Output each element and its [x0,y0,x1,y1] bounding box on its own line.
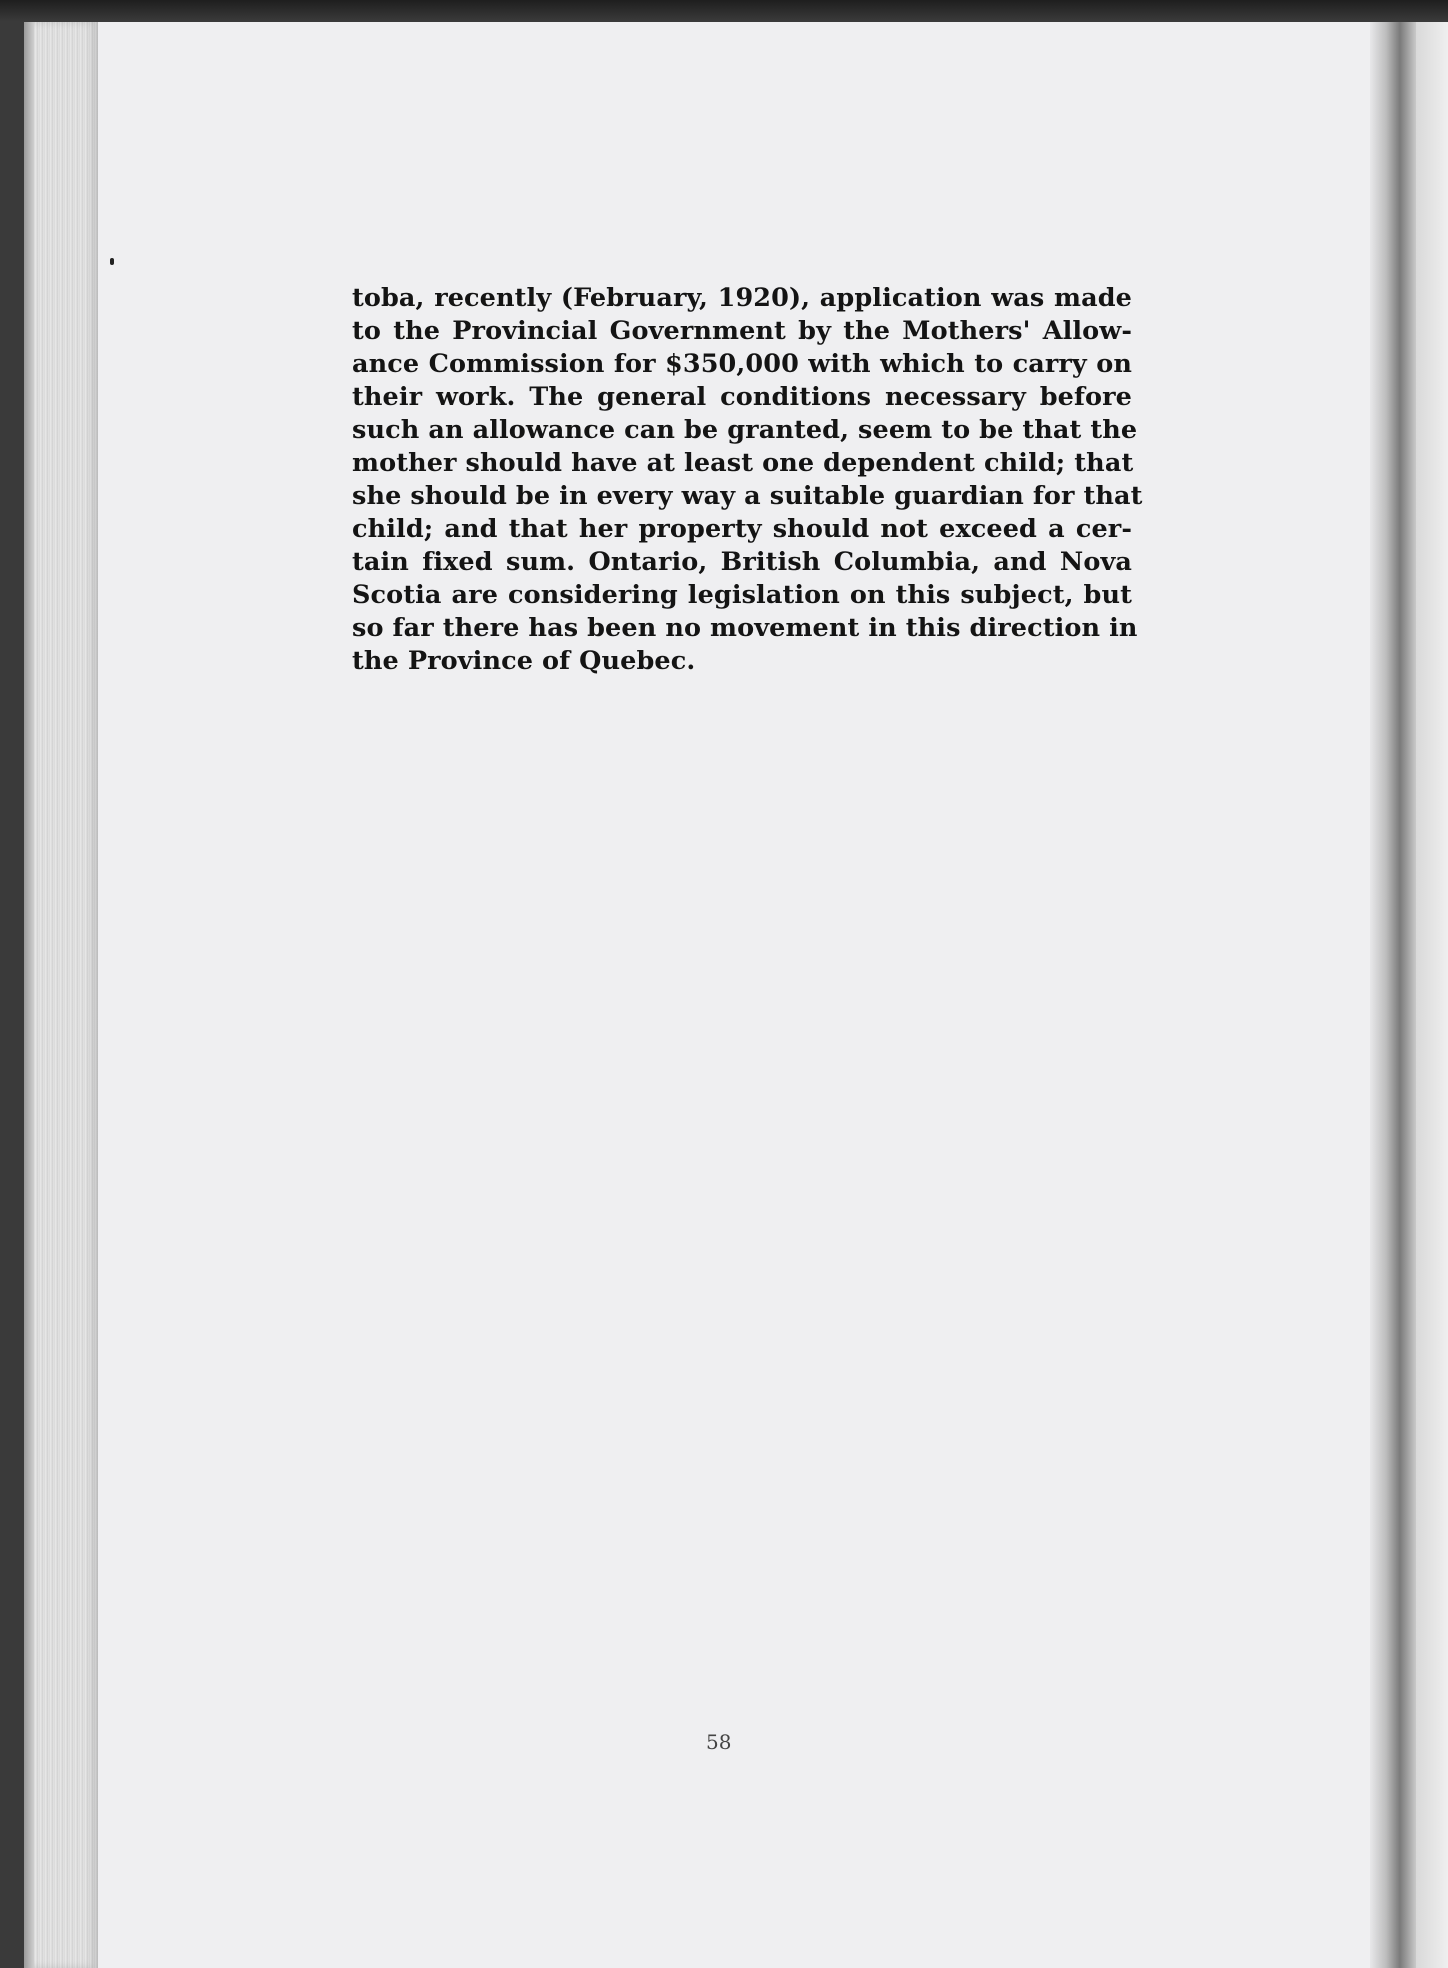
text-line: to the Provincial Government by the Mothers' Allow- [352,316,1132,346]
scan-top-edge [0,0,1448,22]
book-binding-shadow [1370,22,1416,1968]
ink-speck [110,258,114,265]
body-paragraph [352,282,1143,678]
text-line: mother should have at least one dependent child; that [352,448,1134,478]
text-line: she should be in every way a suitable guardian for that [352,481,1143,511]
scan-right-edge [1416,22,1448,1968]
text-line: the Province of Quebec. [352,646,696,676]
text-line: tain fixed sum. Ontario, British Columbia, and Nova [352,547,1132,577]
text-line: child; and that her property should not exceed a cer- [352,514,1132,544]
text-line: so far there has been no movement in this direction in [352,613,1138,643]
text-line: their work. The general conditions necessary before [352,382,1132,412]
text-line: ance Commission for $350,000 with which to carry on [352,349,1132,379]
text-line: toba, recently (February, 1920), application was made [352,283,1132,313]
page-number: 58 [706,1730,732,1754]
text-line: Scotia are considering legislation on this subject, but [352,580,1132,610]
book-page-edges [24,22,98,1968]
text-line: such an allowance can be granted, seem to be that the [352,415,1138,445]
